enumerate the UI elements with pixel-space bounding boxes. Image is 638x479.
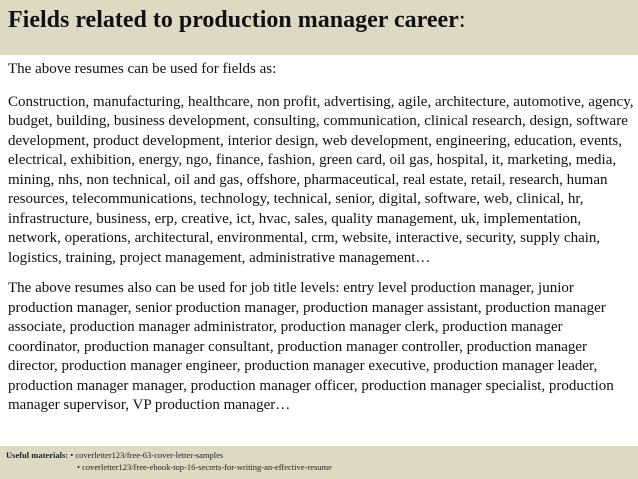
footer-row-1 bbox=[6, 449, 638, 461]
footer-row-2 bbox=[6, 461, 638, 473]
intro-text: The above resumes can be used for fields as: bbox=[8, 61, 277, 77]
fields-paragraph: Construction, manufacturing, healthcare, non profit, advertising, agile, architecture, automotive, agency, budget, building, business development, consulting, communication, clinical research, design, software development, product development, interior design, web development, engineering, education, events, electrical, exhibition, energy, ngo, finance, fashion, green card, oil gas, hospital, it, marketing, media, mining, nhs, non technical, oil and gas, offshore, pharmaceutical, real estate, retail, research, human resources, telecommunications, technology, technical, senior, digital, software, web, clinical, hr, infrastructure, business, erp, creative, ict, hvac, sales, quality management, uk, implementation, network, operations, architectural, environmental, crm, website, interactive, security, supply chain, logistics, training, project management, administrative management… bbox=[8, 93, 634, 266]
page-title bbox=[8, 5, 638, 35]
page-title-text: Fields related to production manager career bbox=[8, 7, 459, 33]
useful-materials-label: Useful materials: bbox=[6, 450, 69, 460]
job-levels-paragraph: The above resumes also can be used for job title levels: entry level production manager, junior production manager, senior production manager, production manager assistant, production manager associate, production manager administrator, production manager clerk, production manager coordinator, production manager consultant, production manager controller, production manager director, production manager engineer, production manager executive, production manager leader, production manager manager, production manager officer, production manager specialist, production manager supervisor, VP production manager… bbox=[8, 280, 614, 413]
footer-link-1[interactable]: • coverletter123/free-63-cover-letter-samples bbox=[70, 450, 224, 460]
title-bar bbox=[0, 0, 638, 55]
footer bbox=[0, 446, 638, 479]
footer-link-2[interactable]: • coverletter123/free-ebook-top-16-secrets-for-writing-an-effective-resume bbox=[77, 462, 332, 472]
content-body bbox=[8, 58, 634, 416]
page-title-colon: : bbox=[458, 7, 466, 33]
